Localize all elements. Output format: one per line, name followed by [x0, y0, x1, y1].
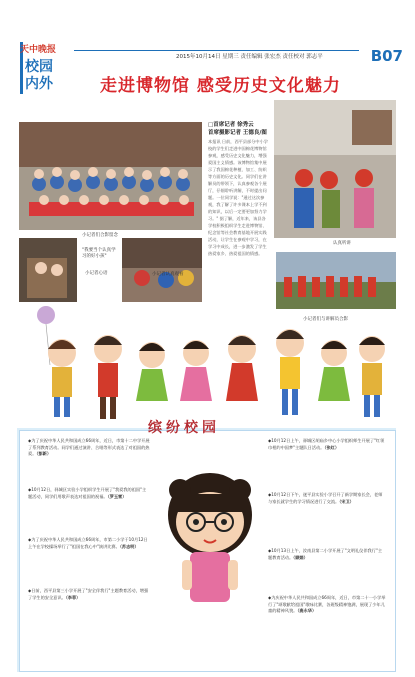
news-item-author: （张红） — [324, 444, 340, 450]
caption-guide: 小记者们与讲解员合影 — [303, 317, 348, 322]
news-item-author: （苏志明） — [119, 543, 139, 549]
byline-line1: □首席记者 徐秀云 — [208, 122, 254, 128]
page-meta: 2015年10月14日 星期三 责任编辑 张宏杰 责任校对 郭志平 — [176, 54, 323, 60]
news-item — [268, 548, 386, 561]
girl-illustration — [160, 460, 260, 610]
news-item-text: ◆10月13日上午，汝南县第二小学开展了"文明礼仪伴我行"主题教育活动。 — [268, 548, 383, 560]
news-item-author: （高永华） — [297, 608, 317, 613]
lower-section-title: 缤纷校园 — [148, 420, 220, 436]
news-item-text: ◆10月12日下午，遂平县实验小学召开了新学期家长会，老师与家长就学生的学习情况进行了交流。 — [268, 492, 383, 504]
news-item — [268, 595, 386, 615]
caption-viewing: 小记者认真观看 — [152, 272, 184, 277]
news-item-text: ◆日前，西平县第三小学开展了"安全伴我行"主题教育活动，增强了学生的安全意识。 — [28, 588, 149, 600]
news-item-author: （宋卫） — [339, 498, 354, 504]
news-item-text: ◆10月12日上午，驿城区胡庙乡中心小学组织师生开展了"红领巾相约中国梦"主题队日活动。 — [268, 438, 385, 450]
caption-listening: 认真听讲 — [333, 241, 351, 246]
news-item-text: ◆为庆祝中华人民共和国成立66周年，近日，市第二十一小学举行了"颂歌献给祖国"歌咏比赛，各班级精神饱满，展现了少年儿童的精神风貌。 — [268, 595, 386, 613]
news-item-author: （罗玉雪） — [107, 493, 127, 499]
headline: 走进博物馆 感受历史文化魅力 — [100, 76, 341, 96]
kids-illustration — [28, 305, 388, 435]
section-title-line1: 校园 — [25, 59, 53, 75]
news-item — [28, 537, 150, 550]
news-item-author: （顾娟） — [293, 554, 308, 560]
students-viewing-photo — [122, 238, 202, 302]
news-item-text: ◆为了庆祝中华人民共和国成立66周年，近日，市第十二中学开展了系列教育活动。同学们通过演讲、合唱等形式表达了对祖国的热爱。 — [28, 438, 150, 456]
news-item — [28, 487, 150, 500]
section-title-line2: 内外 — [25, 76, 53, 92]
listening-photo — [274, 100, 396, 238]
news-item-text: ◆为了庆祝中华人民共和国成立66周年，市第二小学于10月12日上午在学校操场举行了"祖国在我心中"演讲比赛。 — [28, 537, 148, 549]
news-item — [28, 588, 150, 601]
article-byline — [208, 121, 267, 137]
caption-group-photo: 小记者们合影留念 — [82, 233, 118, 238]
group-photo — [19, 122, 202, 230]
guide-photo — [276, 252, 396, 309]
news-item-author: （李菲） — [65, 594, 81, 600]
note-text: "我要当个认真学习的好小孩" — [82, 248, 116, 259]
note-author: 小记者心语 — [85, 271, 108, 276]
header-rule — [74, 50, 359, 51]
news-item-text: ◆10月12日，驿城区实验小学组织学生开展了"我爱我的祖国"主题活动，同学们用歌声表达对祖国的祝福。 — [28, 487, 147, 499]
byline-line2: 首席摄影记者 王德良/图 — [208, 130, 267, 136]
news-item — [268, 492, 386, 505]
newspaper-brand: 天中晚报 — [20, 45, 57, 55]
news-item-author: （彭新） — [36, 451, 52, 456]
news-item — [268, 438, 386, 451]
news-item — [28, 438, 150, 458]
article-body: 本报讯 日前，西平县部分中小学校的学生们走进中国棉花博物馆参观，感受历史文化魅力，增强爱国主义情感。该博物馆集中展示了我国棉花种植、加工、纺织等方面的历史文化。同学们在讲解员的带领下，认真参观各个展厅，仔细聆听讲解，不时提出问题。一位同学说："通过这次参观，我了解了许多课本上学不到的知识，以后一定要更加努力学习。" 据了解，近年来，该县各学校积极组织学生走进博物馆、纪念馆等社会教育基地开展实践活动，让学生在参观中学习，在学习中成长，进一步激发了学生热爱家乡、热爱祖国的情感。 — [208, 139, 268, 256]
page-number: B07 — [370, 47, 403, 65]
exhibit-photo — [19, 238, 77, 302]
